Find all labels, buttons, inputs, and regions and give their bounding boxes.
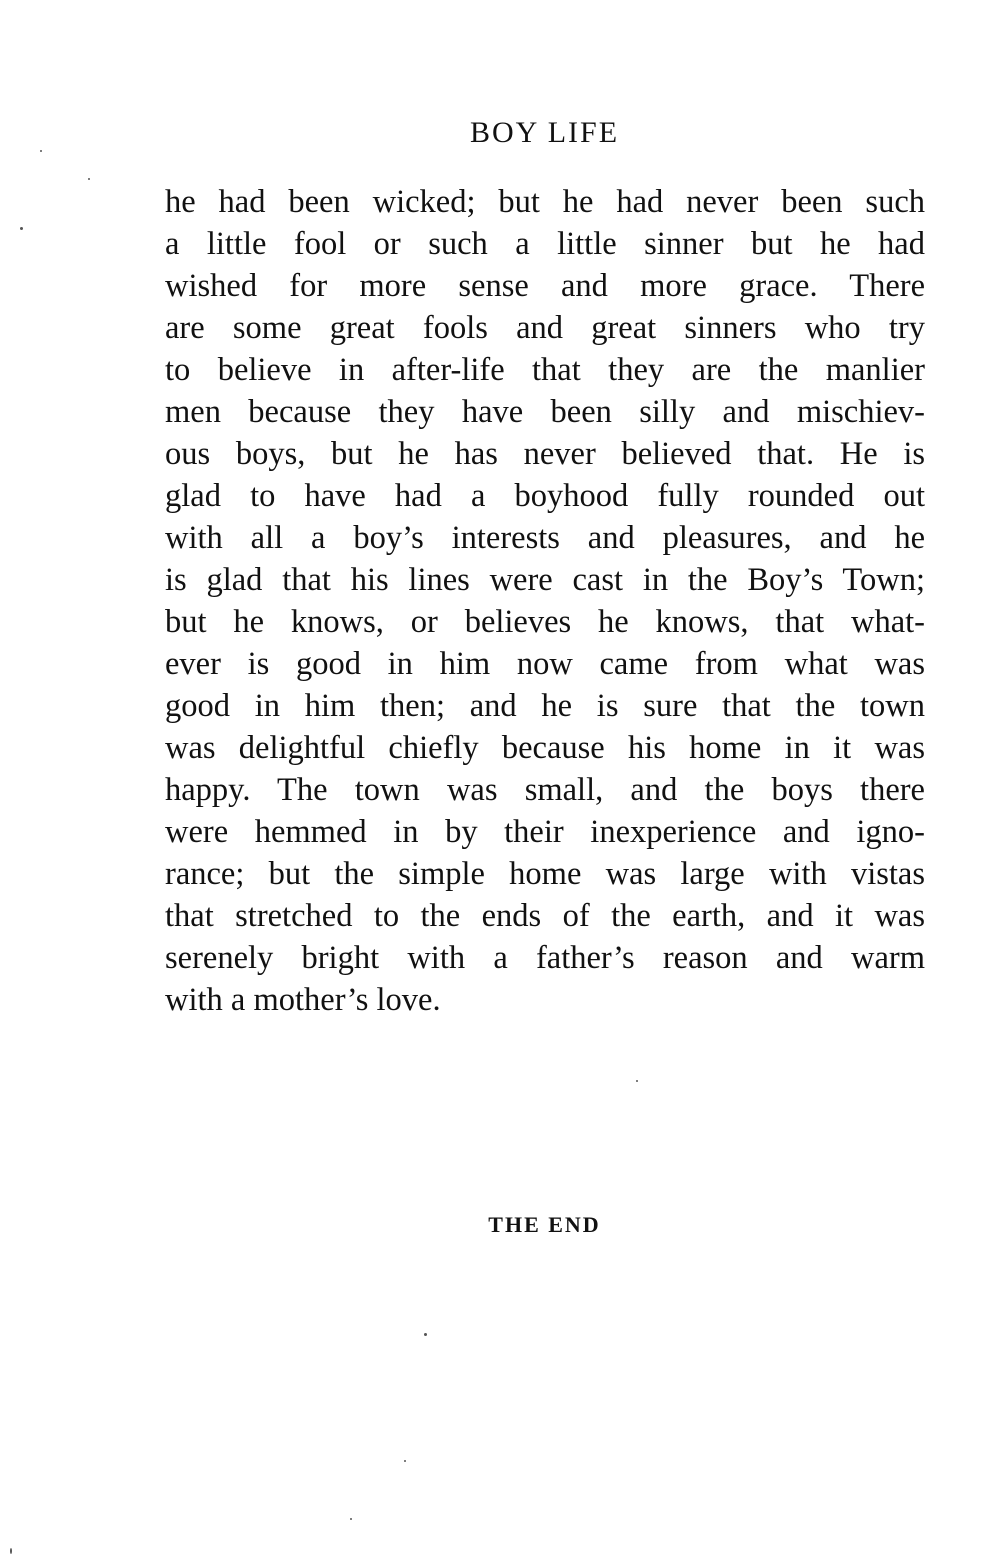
text-line: but he knows, or believes he knows, that what- <box>165 604 925 640</box>
scan-speck <box>350 1518 352 1520</box>
scan-speck <box>424 1333 427 1336</box>
text-line: are some great fools and great sinners who try <box>165 310 925 346</box>
text-line: serenely bright with a father’s reason and warm <box>165 940 925 976</box>
text-line: that stretched to the ends of the earth, and it was <box>165 898 925 934</box>
text-line: to believe in after-life that they are the manlier <box>165 352 925 388</box>
the-end-heading: THE END <box>488 1212 601 1237</box>
text-line: he had been wicked; but he had never been such <box>165 184 925 220</box>
running-head: BOY LIFE <box>469 116 620 149</box>
scan-speck <box>404 1460 406 1462</box>
scan-speck <box>636 1080 638 1082</box>
text-line: happy. The town was small, and the boys there <box>165 772 925 808</box>
scan-speck <box>20 227 23 230</box>
text-line: rance; but the simple home was large with vistas <box>165 856 925 892</box>
text-line: is glad that his lines were cast in the Boy’s Town; <box>165 562 925 598</box>
text-line: with a mother’s love. <box>165 982 441 1018</box>
text-line: men because they have been silly and mischiev- <box>165 394 925 430</box>
text-line: a little fool or such a little sinner but he had <box>165 226 925 262</box>
text-line: was delightful chiefly because his home in it was <box>165 730 925 766</box>
text-line: ous boys, but he has never believed that. He is <box>165 436 925 472</box>
text-line: ever is good in him now came from what was <box>165 646 925 682</box>
text-line: good in him then; and he is sure that the town <box>165 688 925 724</box>
body-paragraph <box>165 181 925 1021</box>
text-line: were hemmed in by their inexperience and igno- <box>165 814 925 850</box>
text-line: wished for more sense and more grace. There <box>165 268 925 304</box>
scan-speck <box>88 178 90 180</box>
text-line: with all a boy’s interests and pleasures, and he <box>165 520 925 556</box>
scan-speck <box>10 1548 12 1554</box>
scan-speck <box>40 150 42 152</box>
text-line: glad to have had a boyhood fully rounded out <box>165 478 925 514</box>
